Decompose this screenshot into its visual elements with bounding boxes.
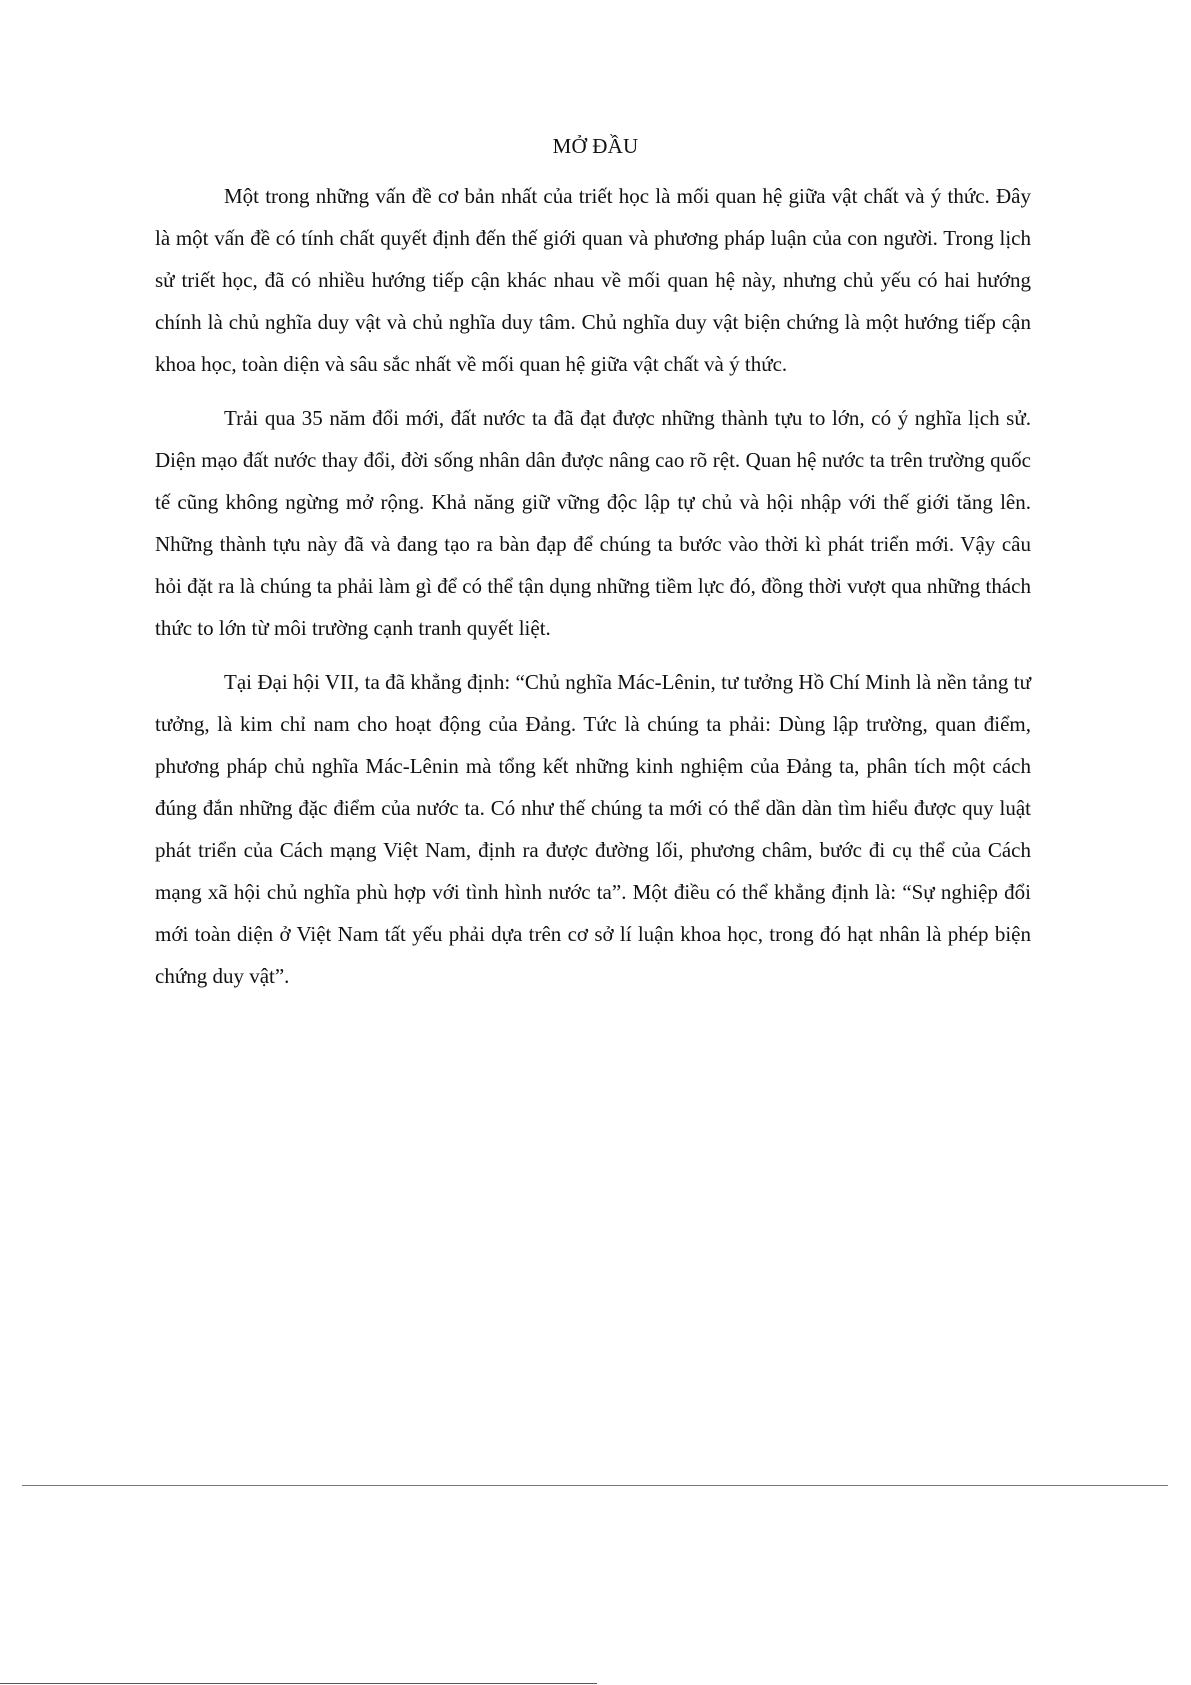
paragraph-3: Tại Đại hội VII, ta đã khẳng định: “Chủ nghĩa Mác-Lênin, tư tưởng Hồ Chí Minh là nền tảng tư tưởng, là kim chỉ nam cho hoạt động của Đảng. Tức là chúng ta phải: Dùng lập trường, quan điểm, phương pháp chủ nghĩa Mác-Lênin mà tổng kết những kinh nghiệm của Đảng ta, phân tích một cách đúng đắn những đặc điểm của nước ta. Có như thế chúng ta mới có thể dần dàn tìm hiểu được quy luật phát triển của Cách mạng Việt Nam, định ra được đường lối, phương châm, bước đi cụ thể của Cách mạng xã hội chủ nghĩa phù hợp với tình hình nước ta”. Một điều có thể khẳng định là: “Sự nghiệp đổi mới toàn diện ở Việt Nam tất yếu phải dựa trên cơ sở lí luận khoa học, trong đó hạt nhân là phép biện chứng duy vật”. [155, 670, 1031, 988]
bottom-divider [0, 1683, 597, 1684]
paragraph-2: Trải qua 35 năm đổi mới, đất nước ta đã đạt được những thành tựu to lớn, có ý nghĩa lịch sử. Diện mạo đất nước thay đổi, đời sống nhân dân được nâng cao rõ rệt. Quan hệ nước ta trên trường quốc tế cũng không ngừng mở rộng. Khả năng giữ vững độc lập tự chủ và hội nhập với thế giới tăng lên. Những thành tựu này đã và đang tạo ra bàn đạp để chúng ta bước vào thời kì phát triển mới. Vậy câu hỏi đặt ra là chúng ta phải làm gì để có thể tận dụng những tiềm lực đó, đồng thời vượt qua những thách thức to lớn từ môi trường cạnh tranh quyết liệt. [155, 406, 1031, 640]
page-divider [22, 1485, 1168, 1486]
document-body [155, 175, 1031, 1009]
paragraph-1: Một trong những vấn đề cơ bản nhất của triết học là mối quan hệ giữa vật chất và ý thức. Đây là một vấn đề có tính chất quyết định đến thế giới quan và phương pháp luận của con người. Trong lịch sử triết học, đã có nhiều hướng tiếp cận khác nhau về mối quan hệ này, nhưng chủ yếu có hai hướng chính là chủ nghĩa duy vật và chủ nghĩa duy tâm. Chủ nghĩa duy vật biện chứng là một hướng tiếp cận khoa học, toàn diện và sâu sắc nhất về mối quan hệ giữa vật chất và ý thức. [155, 184, 1031, 376]
page-title: MỞ ĐẦU [552, 134, 639, 158]
